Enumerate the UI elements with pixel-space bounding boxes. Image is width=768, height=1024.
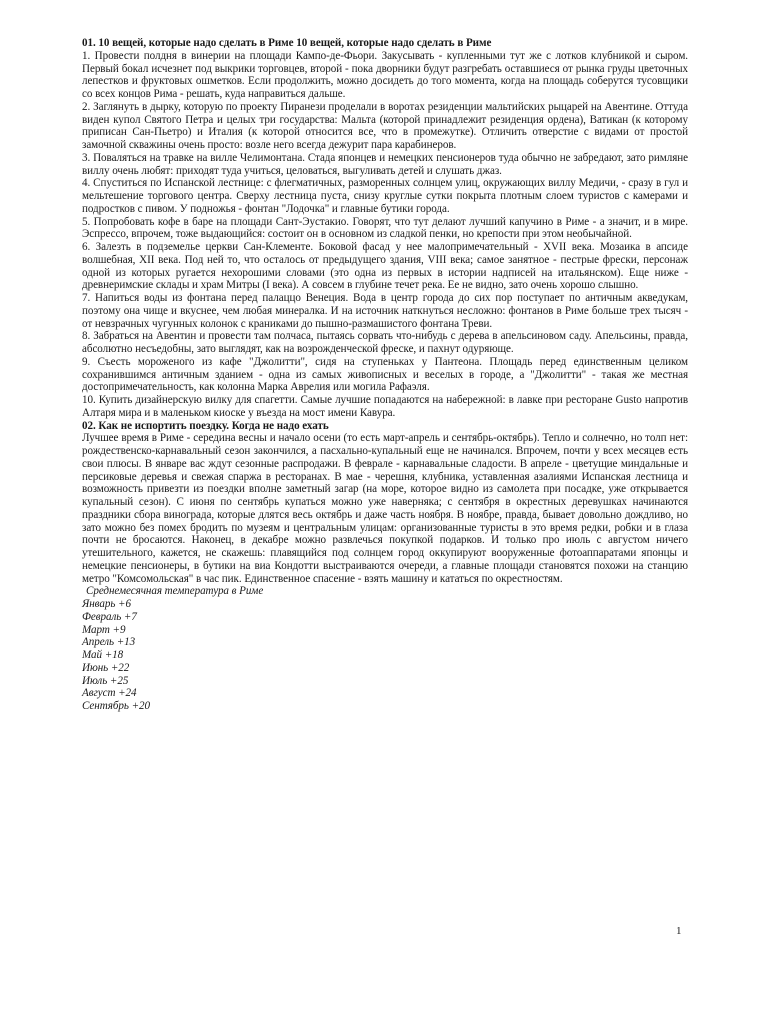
list-item-4: 4. Спуститься по Испанской лестнице: с флегматичных, разморенных солнцем улиц, окружающих виллу Медичи, - сразу в гул и мельтешение торгового центра. Сверху лестница пуста, снизу круглые сутки покрыта плотным слоем туристов с камерами и подростков с пивом. У подножья - фонтан "Лодочка" и главные бутики города. (82, 177, 688, 215)
list-item-5: 5. Попробовать кофе в баре на площади Сант-Эустакио. Говорят, что тут делают лучший капучино в Риме - а значит, и в мире. Эспрессо, впрочем, тоже выдающийся: состоит он в основном из сладкой пенки, но крепости при этом необычайной. (82, 215, 688, 241)
temperature-row-june: Июнь +22 (82, 661, 130, 674)
document-page (82, 37, 688, 713)
section-title-1: 01. 10 вещей, которые надо сделать в Риме 10 вещей, которые надо сделать в Риме (82, 37, 492, 49)
list-item-1: 1. Провести полдня в винерии на площади Кампо-де-Фьори. Закусывать - купленными тут же с лотков клубникой и сыром. Первый бокал исчезнет под выкрики торговцев, второй - пока дворники будут разгребать оставшиеся от рынка груды цветочных лепестков и фруктовых ошметков. Если продолжить, можно досидеть до того момента, когда на площадь соберутся тусовщики со всех концов Рима - решать, куда направиться дальше. (82, 49, 688, 100)
page-number: 1 (676, 925, 682, 937)
list-item-3: 3. Поваляться на травке на вилле Челимонтана. Стада японцев и немецких пенсионеров туда обычно не забредают, зато римляне виллу очень любят: приходят туда учиться, целоваться, выгуливать детей и слушать джаз. (82, 151, 688, 177)
list-item-6: 6. Залезть в подземелье церкви Сан-Клементе. Боковой фасад у нее малопримечательный - XVII века. Мозаика в апсиде волшебная, XII века. Под ней то, что осталось от предыдущего здания, VIII века; самое занятное - пестрые фрески, персонаж одной из которых ругается нехорошими словами (это одна из первых в истории надписей на итальянском). Еще ниже - древнеримские склады и храм Митры (I века). А совсем в глубине течет река. Ее не видно, зато очень хорошо слышно. (82, 241, 688, 292)
temperature-caption: Среднемесячная температура в Риме (86, 585, 264, 598)
temperature-row-april: Апрель +13 (82, 636, 136, 649)
list-item-8: 8. Забраться на Авентин и провести там полчаса, пытаясь сорвать что-нибудь с дерева в апельсиновом саду. Апельсины, правда, абсолютно несъедобны, зато выглядят, как на возрожденческой фреске, и пахнут одуряюще. (82, 330, 688, 355)
temperature-row-march: Март +9 (82, 623, 126, 636)
list-item-10: 10. Купить дизайнерскую вилку для спагетти. Самые лучшие попадаются на набережной: в лавке при ресторане Gusto напротив Алтаря мира и в маленьком киоске у въезда на мост имени Кавура. (82, 394, 688, 419)
temperature-row-september: Сентябрь +20 (82, 700, 151, 712)
temperature-row-february: Февраль +7 (82, 610, 137, 623)
temperature-row-january: Январь +6 (82, 598, 131, 610)
temperature-row-august: Август +24 (82, 687, 137, 700)
list-item-7: 7. Напиться воды из фонтана перед палаццо Венеция. Вода в центр города до сих пор поступает по античным акведукам, поэтому она чище и вкуснее, чем любая минералка. И на источник наткнуться несложно: фонтанов в Риме больше трех тысяч - от невзрачных чугунных колонок с краниками до пышно-размашистого фонтана Треви. (82, 292, 688, 330)
temperature-list (82, 585, 688, 713)
section-title-2: 02. Как не испортить поездку. Когда не надо ехать (82, 419, 329, 432)
list-item-2: 2. Заглянуть в дырку, которую по проекту Пиранези проделали в воротах резиденции мальтийских рыцарей на Авентине. Оттуда виден купол Святого Петра и целых три государства: Мальта (которой принадлежит резиденция ордена), Ватикан (к которому приписан Сан-Пьетро) и Италия (к которой относится все, что в промежутке). Отличить отверстие с видами от простой замочной скважины очень просто: возле него всегда дежурит пара карабинеров. (82, 100, 688, 151)
temperature-row-july: Июль +25 (82, 674, 129, 687)
temperature-row-may: Май +18 (82, 649, 124, 661)
list-item-9: 9. Съесть мороженого из кафе "Джолитти", сидя на ступеньках у Пантеона. Площадь перед единственным целиком сохранившимся античным зданием - одна из самых живописных и веселых в городе, а "Джолитти" - такая же местная достопримечательность, как колонна Марка Аврелия или могила Рафаэля. (82, 355, 688, 394)
section-2-body: Лучшее время в Риме - середина весны и начало осени (то есть март-апрель и сентябрь-октябрь). Тепло и солнечно, но толп нет: рождественско-карнавальный сезон закончился, а пасхально-купальный еще не начинался. Впрочем, почти у всех месяцев есть свои плюсы. В январе вас ждут сезонные распродажи. В феврале - карнавальные сладости. В апреле - цветущие миндальные и персиковые деревья и свежая спаржа в ресторанах. В мае - черешня, клубника, уставленная азалиями Испанская лестница и возможность привезти из поездки вполне заметный загар (на море, которое видно из самолета при посадке, уже открывается купальный сезон). С июня по сентябрь купаться можно уже наверняка; с сентября в окрестных деревушках начинаются праздники сбора винограда, которые длятся весь октябрь и даже часть ноября. В ноябре, правда, бывает довольно дождливо, но зато можно без помех бродить по музеям и центральным улицам: организованные туристы в это время редки, робки и в глаза почти не бросаются. Наконец, в декабре можно развлечься покупкой подарков. И только про июль с августом ничего утешительного, кажется, не скажешь: плавящийся под солнцем город оккупируют вооруженные фотоаппаратами японцы и немецкие пенсионеры, в бутики на виа Кондотти выстраиваются очереди, а главные площади становятся похожи на станцию метро "Комсомольская" в час пик. Единственное спасение - взять машину и кататься по окрестностям. (82, 432, 688, 585)
